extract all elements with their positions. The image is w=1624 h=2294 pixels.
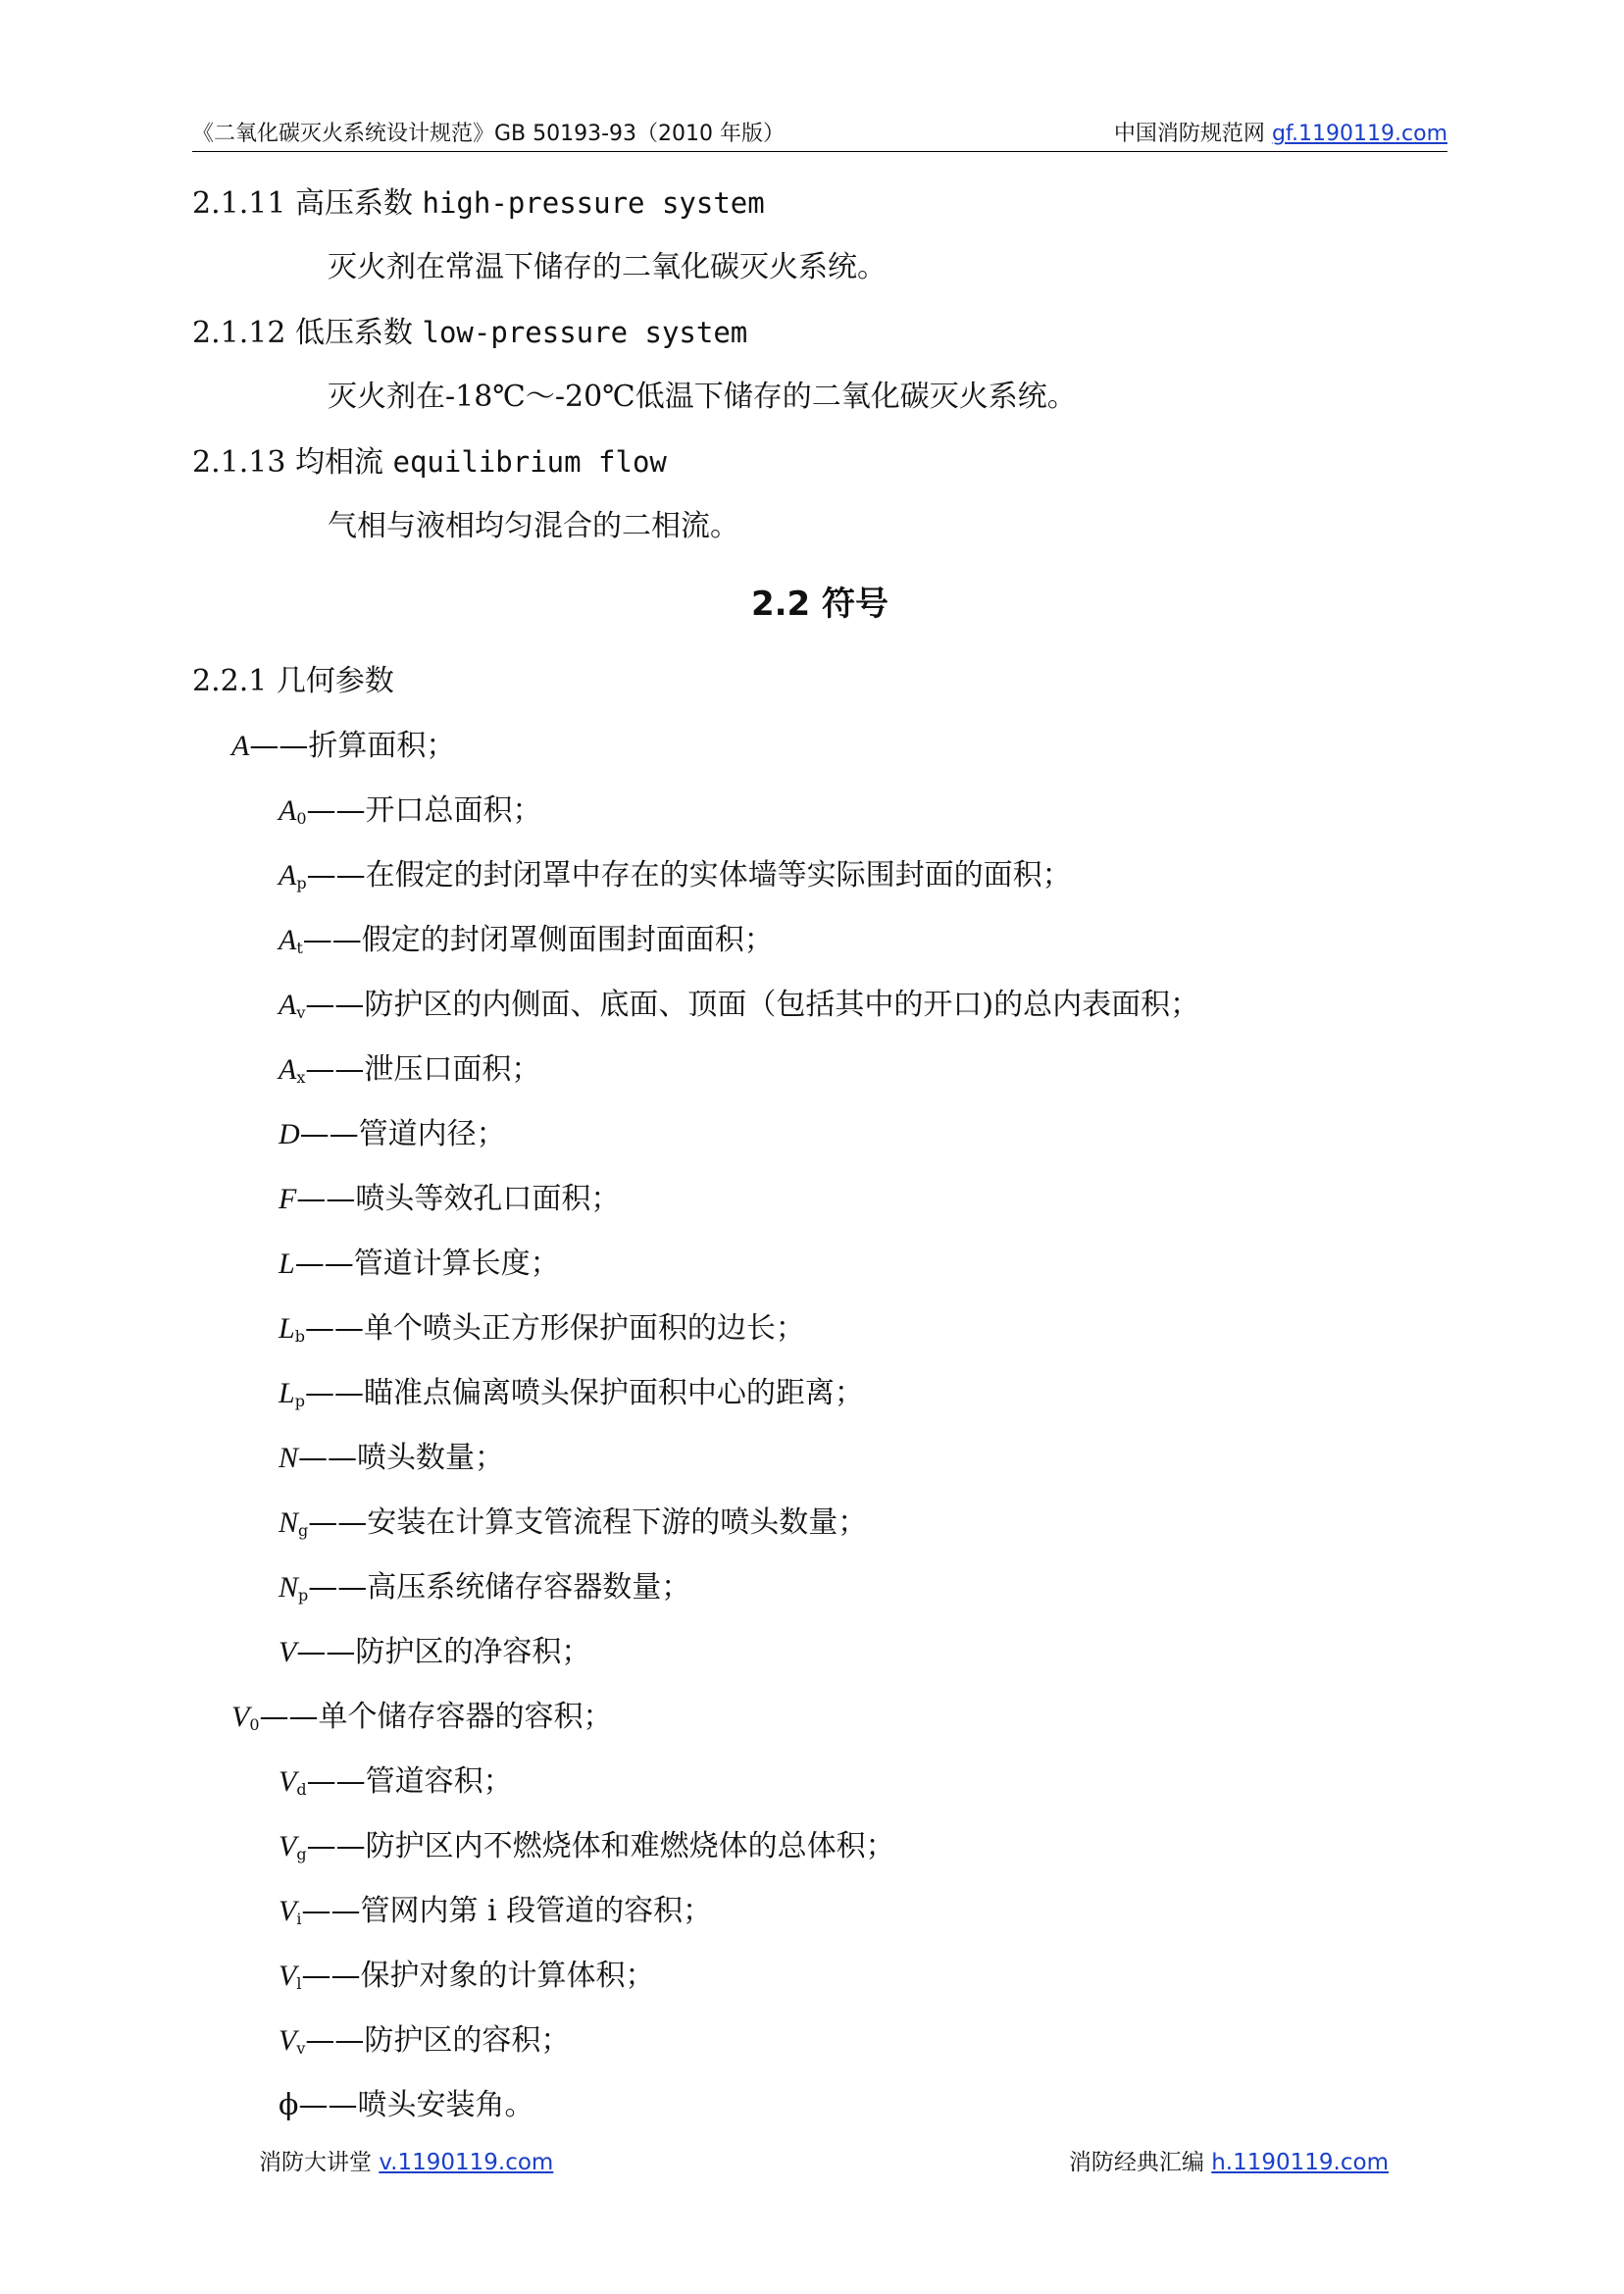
symbol: V [279,1765,297,1798]
symbol-entry [192,2009,1447,2073]
term-name: 高压系数 [294,186,413,221]
symbol-description: ——管道计算长度； [294,1247,560,1281]
symbol-entry [192,1620,1447,1685]
symbol-description: ——瞄准点偏离喷头保护面积中心的距离； [304,1376,864,1410]
term-definition: 灭火剂在常温下储存的二氧化碳灭火系统。 [328,250,887,284]
symbol-description: ——在假定的封闭罩中存在的实体墙等实际围封面的面积； [306,858,1072,892]
symbol-entry [192,1685,1447,1750]
symbol-description: ——保护对象的计算体积； [301,1959,655,1993]
term-heading [192,171,1447,235]
symbol: L [279,1248,295,1280]
header-site-label: 中国消防规范网 [1113,122,1265,146]
term-english: high-pressure system [422,186,765,220]
symbol: N [279,1571,299,1604]
header-site-link[interactable]: gf.1190119.com [1271,122,1447,146]
symbol-entry [192,2073,1447,2138]
term-definition: 灭火剂在-18℃～-20℃低温下储存的二氧化碳灭火系统。 [328,380,1077,414]
symbol-entry [192,1232,1447,1297]
symbol-description: ——单个储存容器的容积； [259,1700,613,1734]
symbol-entry [192,1944,1447,2009]
symbol-entry [192,1102,1447,1167]
symbol-description: ——防护区内不燃烧体和难燃烧体的总体积； [306,1829,895,1863]
term-english: equilibrium flow [392,445,667,479]
symbol-entry [192,1491,1447,1555]
term-name: 低压系数 [294,316,413,350]
symbol-entry [192,714,1447,779]
term-number: 2.1.13 [192,445,286,480]
symbol-description: ——单个喷头正方形保护面积的边长； [304,1311,805,1346]
subsection-heading [192,649,1447,714]
symbol-subscript: v [296,1003,306,1022]
symbol-subscript: v [296,2039,306,2058]
symbol-entry [192,1750,1447,1814]
symbol: V [279,1960,297,1992]
symbol: A [279,859,297,892]
symbol: A [279,989,297,1021]
footer-right-link[interactable]: h.1190119.com [1211,2150,1389,2175]
symbol: N [279,1442,299,1474]
footer-right-label: 消防经典汇编 [1068,2150,1204,2175]
symbol-description: ——安装在计算支管流程下游的喷头数量； [308,1505,868,1540]
symbol-subscript: 0 [249,1715,260,1734]
symbol-description: ——折算面积； [249,729,456,763]
term-heading [192,430,1447,494]
symbol-entry [192,779,1447,843]
symbol-description: ——开口总面积； [306,793,542,828]
symbol: V [279,2024,297,2057]
header-document-title: 《二氧化碳灭火系统设计规范》GB 50193-93（2010 年版） [192,122,786,146]
symbol-description: ——防护区的容积； [305,2023,571,2058]
symbol: V [279,1636,297,1668]
term-heading [192,300,1447,365]
symbol: ϕ [279,2088,299,2122]
symbol-subscript: 0 [296,809,307,828]
symbol-subscript: p [298,1586,309,1605]
header-site [1114,117,1447,147]
symbol: D [279,1118,300,1150]
symbol-description: ——防护区的净容积； [296,1635,591,1669]
subsection-title: 几何参数 [276,664,394,698]
symbol: L [279,1377,295,1409]
page-footer [192,2144,1447,2183]
symbol: A [279,924,297,956]
symbol: N [279,1506,299,1539]
symbol: A [231,730,250,762]
symbol: V [279,1895,297,1927]
symbol: F [279,1183,297,1215]
symbol-subscript: p [294,1392,305,1410]
symbol-subscript: p [296,874,307,892]
symbol-description: ——喷头安装角。 [298,2088,534,2122]
symbol-entry [192,1555,1447,1620]
symbol-entry [192,1361,1447,1426]
symbol-entry [192,1814,1447,1879]
symbol-subscript: x [296,1068,306,1087]
symbol-description: ——高压系统储存容器数量； [308,1570,691,1605]
symbol-subscript: g [298,1521,309,1540]
symbol-entry [192,1297,1447,1361]
symbol-description: ——假定的封闭罩侧面围封面面积； [302,923,774,957]
symbol-entry [192,1426,1447,1491]
symbol: V [231,1701,250,1733]
symbol: A [279,794,297,827]
symbol-entry [192,908,1447,973]
symbol: A [279,1053,297,1086]
footer-left [259,2144,553,2176]
symbol-subscript: i [296,1910,302,1928]
footer-left-label: 消防大讲堂 [259,2150,372,2175]
symbol-description: ——防护区的内侧面、底面、顶面（包括其中的开口)的总内表面积； [305,988,1200,1022]
symbol-description: ——喷头数量； [298,1441,505,1475]
symbol-subscript: l [296,1974,302,1993]
symbol-description: ——管网内第 i 段管道的容积； [301,1894,713,1928]
term-name: 均相流 [294,445,383,480]
document-body [192,171,1447,2138]
symbol-entry [192,1038,1447,1102]
symbol: V [279,1830,297,1862]
term-english: low-pressure system [422,316,748,349]
symbol-entry [192,1879,1447,1944]
symbol-entry [192,843,1447,908]
symbol-description: ——喷头等效孔口面积； [296,1182,621,1216]
symbol-entry [192,1167,1447,1232]
symbol-entry [192,973,1447,1038]
symbol-description: ——管道内径； [299,1117,506,1151]
symbol-subscript: d [296,1780,307,1799]
symbol-description: ——泄压口面积； [305,1052,541,1087]
term-number: 2.1.11 [192,186,286,221]
page-header [192,118,1447,152]
symbol-subscript: b [294,1327,305,1346]
symbol: L [279,1312,295,1345]
symbol-subscript: g [296,1845,307,1863]
symbol-description: ——管道容积； [306,1764,513,1799]
symbol-subscript: t [296,939,303,957]
subsection-number: 2.2.1 [192,664,268,698]
footer-right [1069,2144,1389,2176]
footer-left-link[interactable]: v.1190119.com [379,2150,554,2175]
term-number: 2.1.12 [192,316,286,350]
term-definition: 气相与液相均匀混合的二相流。 [328,509,739,543]
section-title: 2.2 符号 [750,585,889,624]
